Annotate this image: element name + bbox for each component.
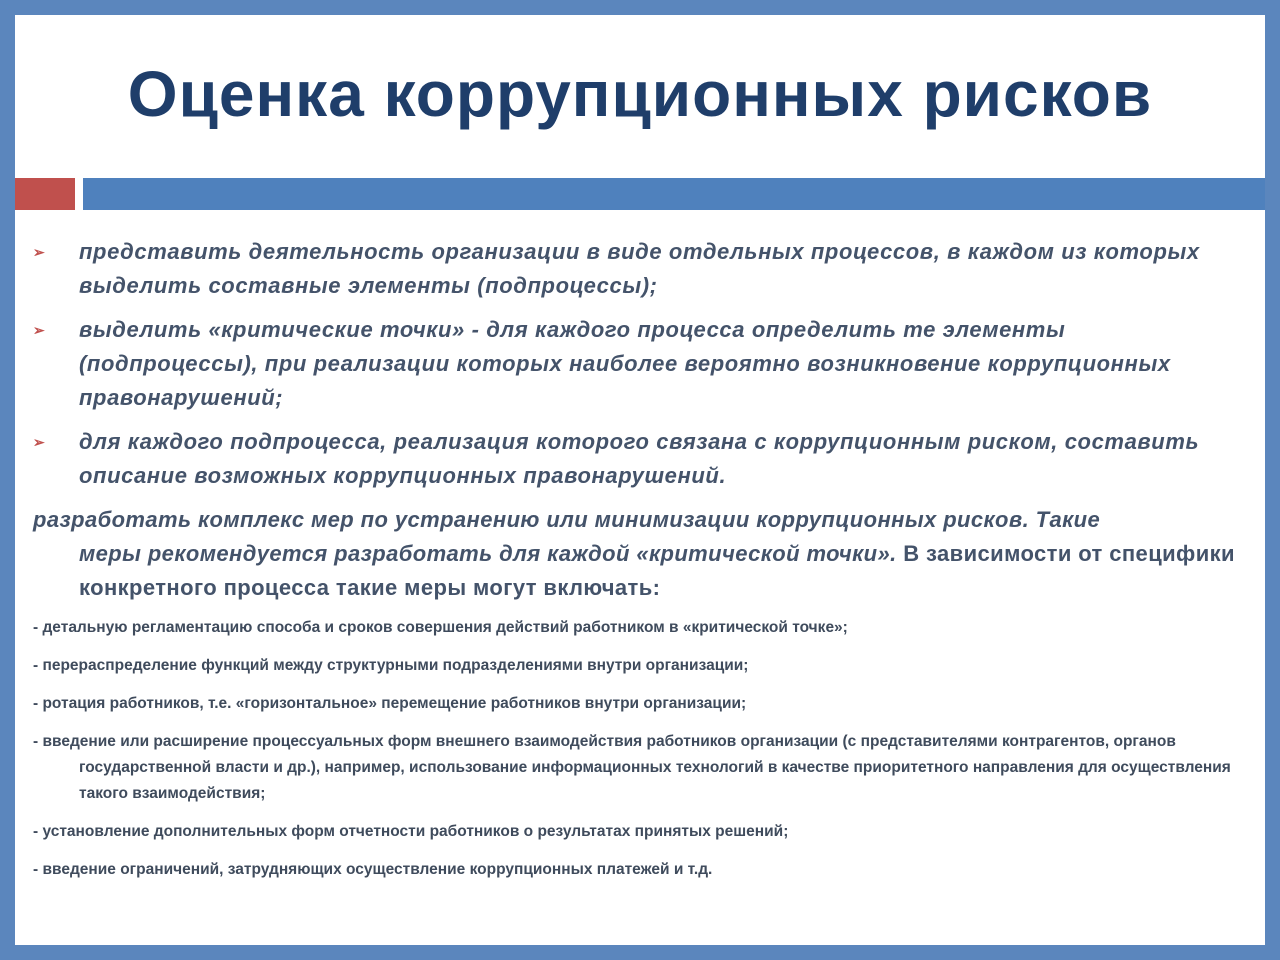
accent-band-red [15,178,75,210]
arrow-bullet-icon: ➢ [33,434,46,450]
measures-paragraph [33,503,1248,605]
slide-body [33,235,1248,895]
measures-continuation [33,537,1248,605]
bullet-text: представить деятельность организации в виде отдельных процессов, в каждом из которых выделить составные элементы (подпроцессы); [79,239,1200,298]
bullet-text: для каждого подпроцесса, реализация которого связана с коррупционным риском, составить описание возможных коррупционных правонарушений. [79,429,1200,488]
bullet-item [33,235,1248,303]
slide [15,15,1265,945]
list-item: - введение или расширение процессуальных форм внешнего взаимодействия работников организации (с представителями контрагентов, органов государственной власти и др.), например, использование информационных технологий в качестве приоритетного направления для осуществления такого взаимодействия; [33,733,1231,802]
list-item: - ротация работников, т.е. «горизонтальное» перемещение работников внутри организации; [33,695,747,712]
list-item: - установление дополнительных форм отчетности работников о результатах принятых решений; [33,823,789,840]
list-item: - детальную регламентацию способа и сроков совершения действий работником в «критической точке»; [33,619,848,636]
slide-title: Оценка коррупционных рисков [127,58,1153,130]
list-item: - введение ограничений, затрудняющих осуществление коррупционных платежей и т.д. [33,861,713,878]
measures-lead-cont: меры рекомендуется разработать для каждой «критической точки». [79,541,897,566]
bullet-text: выделить «критические точки» - для каждого процесса определить те элементы (подпроцессы), при реализации которых наиболее вероятно возникновение коррупционных правонарушений; [79,317,1171,410]
arrow-bullet-icon: ➢ [33,244,46,260]
list-item: - перераспределение функций между структурными подразделениями внутри организации; [33,657,749,674]
measures-lead: разработать комплекс мер по устранению или минимизации коррупционных рисков. Такие [33,507,1101,532]
measures-list [33,615,1248,883]
arrow-bullet-icon: ➢ [33,322,46,338]
measures-tail: В зависимости от специфики конкретного процесса такие меры могут включать: [79,541,1235,600]
bullet-item [33,425,1248,493]
bullet-item [33,313,1248,415]
accent-band-blue [83,178,1265,210]
